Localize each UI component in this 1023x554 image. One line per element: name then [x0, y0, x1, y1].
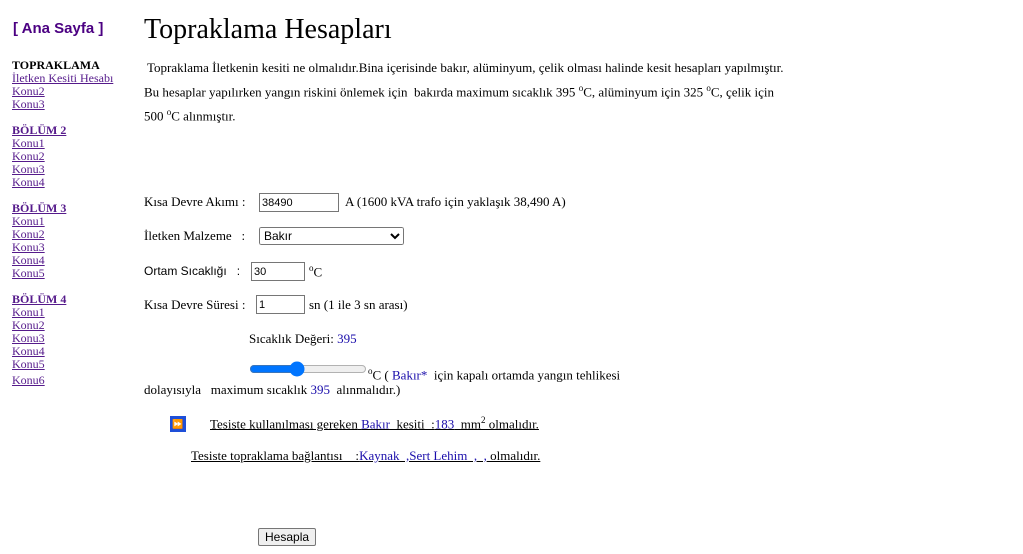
sidebar-link[interactable]: Konu3 — [12, 97, 45, 111]
sidebar-link[interactable]: Konu6 — [12, 373, 45, 387]
slider-note-line2: dolayısıyla maximum sıcaklık 395 alınmalıdır.) — [144, 382, 401, 397]
temp-value-line — [249, 331, 357, 347]
home-bracket-close: ] — [98, 20, 104, 37]
home-link-group — [13, 20, 103, 37]
page-title: Topraklama Hesapları — [144, 14, 392, 45]
result-cross-section: Tesiste kullanılması gereken Bakır kesiti :183 $mm^2$ olmalıdır. — [210, 415, 539, 432]
sidebar-link[interactable]: Konu3 — [12, 162, 45, 176]
sidebar-section-bolum2[interactable]: BÖLÜM 2 — [12, 123, 67, 137]
temperature-slider[interactable] — [249, 361, 367, 377]
note-temp: 395 — [310, 382, 330, 397]
short-circuit-unit: A (1600 kVA trafo için yaklaşık 38,490 A) — [345, 194, 566, 209]
sidebar-link[interactable]: Konu4 — [12, 253, 45, 267]
slider-note: $^o$C ( Bakır* için kapalı ortamda yangın tehlikesi — [368, 366, 621, 383]
sidebar-link[interactable]: Konu3 — [12, 240, 45, 254]
sidebar-link[interactable]: Konu1 — [12, 305, 45, 319]
sidebar-link[interactable]: Konu4 — [12, 175, 45, 189]
ambient-unit: $^o$C — [309, 263, 323, 280]
home-link[interactable]: Ana Sayfa — [21, 20, 95, 37]
sidebar-link[interactable]: Konu2 — [12, 149, 45, 163]
sidebar-section-bolum3[interactable]: BÖLÜM 3 — [12, 201, 67, 215]
short-circuit-input[interactable] — [259, 193, 339, 212]
duration-input[interactable] — [256, 295, 305, 314]
intro-line: 500 $^o$C alınmıştır. — [144, 107, 236, 124]
sidebar-link[interactable]: İletken Kesiti Hesabı — [12, 71, 114, 85]
sidebar-section-bolum4[interactable]: BÖLÜM 4 — [12, 292, 67, 306]
intro-line: Topraklama İletkenin kesiti ne olmalıdır.Bina içerisinde bakır, alüminyum, çelik olması halinde kesit hesapları yapılmıştır. — [144, 60, 784, 75]
intro-line: Bu hesaplar yapılırken yangın riskini önlemek için bakırda maximum sıcaklık 395 $^o$C, alüminyum için 325 $^o$C, çelik için — [144, 83, 775, 100]
sidebar-link[interactable]: Konu2 — [12, 84, 45, 98]
duration-unit: sn (1 ile 3 sn arası) — [309, 297, 408, 312]
sidebar-link[interactable]: Konu5 — [12, 357, 45, 371]
temp-value-label: Sıcaklık Değeri: — [249, 331, 334, 346]
calculate-button[interactable]: Hesapla — [258, 528, 316, 546]
sidebar-title: TOPRAKLAMA — [12, 58, 100, 72]
duration-label: Kısa Devre Süresi : — [144, 297, 246, 312]
material-select[interactable] — [259, 227, 404, 245]
sidebar-link[interactable]: Konu2 — [12, 318, 45, 332]
result-connection: Tesiste topraklama bağlantısı :Kaynak ,Sert Lehim , , olmalıdır. — [191, 448, 541, 463]
ambient-temp-input[interactable] — [251, 262, 305, 281]
sidebar-link[interactable]: Konu2 — [12, 227, 45, 241]
sidebar-link[interactable]: Konu1 — [12, 136, 45, 150]
home-bracket-open: [ — [13, 20, 18, 37]
sidebar — [12, 59, 113, 387]
intro-paragraph — [144, 57, 884, 127]
ambient-label: Ortam Sıcaklığı : — [144, 264, 241, 278]
sidebar-link[interactable]: Konu5 — [12, 266, 45, 280]
sidebar-link[interactable]: Konu1 — [12, 214, 45, 228]
note-material: Bakır* — [392, 367, 428, 383]
fast-forward-icon[interactable]: ⏩ — [170, 416, 186, 432]
temp-value: 395 — [337, 331, 357, 346]
sidebar-link[interactable]: Konu3 — [12, 331, 45, 345]
sidebar-link[interactable]: Konu4 — [12, 344, 45, 358]
material-label: İletken Malzeme : — [144, 228, 246, 243]
short-circuit-label: Kısa Devre Akımı : — [144, 194, 246, 209]
